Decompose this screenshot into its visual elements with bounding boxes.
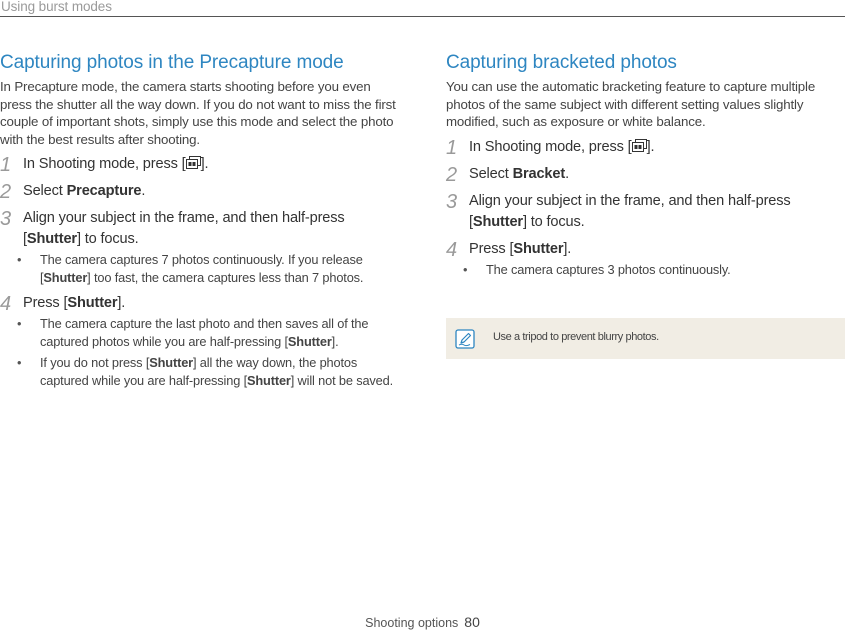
list-item: • The camera captures 3 photos continuously. (486, 261, 845, 279)
tip-note-box (446, 318, 845, 359)
page-footer (0, 614, 845, 630)
list-item: • The camera capture the last photo and then saves all of the captured photos while you are half-pressing [Shutter]. (40, 315, 400, 351)
bracketed-step-1: 1 In Shooting mode, press [ ]. (446, 136, 655, 159)
bracketed-step-4: 4 Press [Shutter]. (446, 238, 572, 261)
step-number: 1 (0, 154, 11, 176)
menu-option-bracket: Bracket (512, 165, 566, 182)
step-number: 1 (446, 136, 457, 159)
step-number: 4 (446, 238, 457, 261)
step-number: 2 (446, 163, 457, 186)
step-number: 2 (0, 181, 11, 203)
precapture-step-1: 1 In Shooting mode, press [ ]. (0, 154, 209, 176)
bracketed-heading: Capturing bracketed photos (446, 52, 677, 73)
bracketed-intro: You can use the automatic bracketing feature to capture multiple photos of the same subject with different setting values slightly modified, such as exposure or white balance. (446, 79, 816, 129)
step-number: 4 (0, 293, 11, 315)
step-number: 3 (446, 190, 457, 213)
note-pencil-icon (455, 329, 475, 349)
precapture-step-3: 3 Align your subject in the frame, and then half-press [Shutter] to focus. (0, 208, 345, 247)
precapture-intro: In Precapture mode, the camera starts shooting before you even press the shutter all the way down. If you do not want to miss the first couple of important shots, simply use this mode and select the photo with the best results after shooting. (0, 79, 396, 147)
bracketed-step-4-notes (446, 261, 845, 279)
precapture-step-4-notes (0, 315, 400, 390)
precapture-section (0, 52, 400, 393)
page-header (0, 0, 845, 17)
precapture-step-2: 2 Select Precapture. (0, 181, 146, 203)
precapture-step-3-notes (0, 251, 400, 287)
section-title: Using burst modes (1, 0, 112, 14)
burst-mode-icon (632, 139, 647, 152)
page-number: 80 (464, 614, 480, 630)
step-number: 3 (0, 208, 11, 230)
bracketed-step-2: 2 Select Bracket. (446, 163, 569, 186)
bracketed-section (446, 52, 845, 282)
list-item: • The camera captures 7 photos continuously. If you release [Shutter] too fast, the camera captures less than 7 photos. (40, 251, 400, 287)
precapture-step-4: 4 Press [Shutter]. (0, 293, 126, 315)
list-item: • If you do not press [Shutter] all the way down, the photos captured while you are half-pressing [Shutter] will not be saved. (40, 354, 400, 390)
footer-section: Shooting options (365, 616, 459, 630)
bracketed-step-3: 3 Align your subject in the frame, and then half-press [Shutter] to focus. (446, 190, 791, 230)
tip-note-text: Use a tripod to prevent blurry photos. (493, 331, 659, 343)
burst-mode-icon (186, 156, 201, 169)
precapture-heading: Capturing photos in the Precapture mode (0, 52, 344, 73)
menu-option-precapture: Precapture (66, 183, 142, 199)
